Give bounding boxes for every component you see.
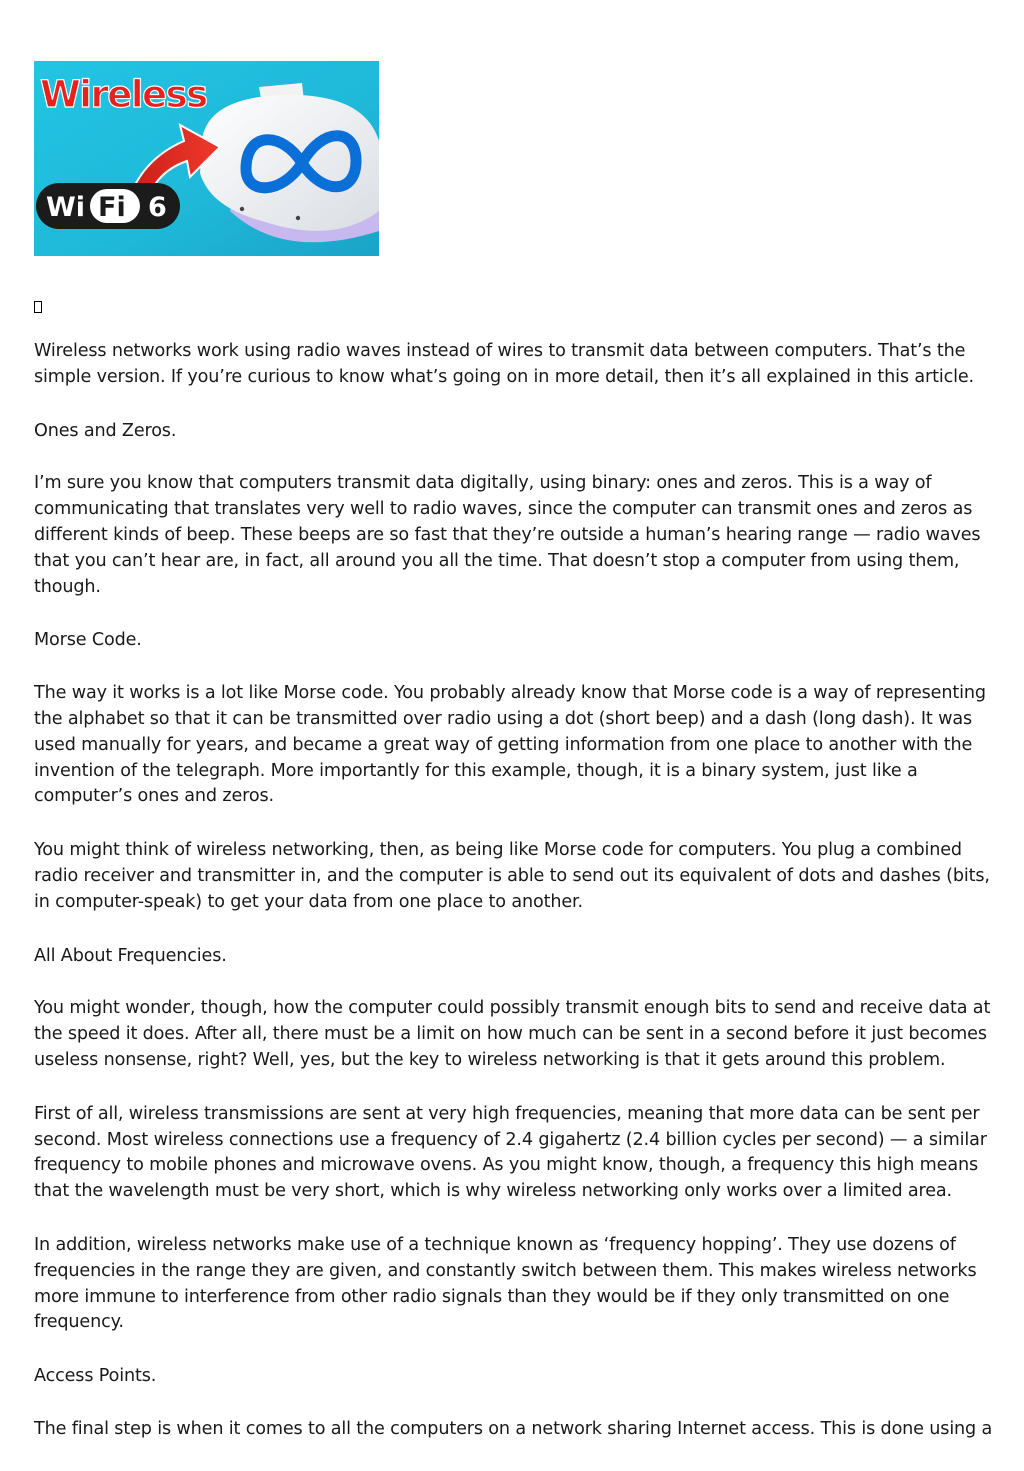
document-page [34, 61, 994, 1471]
paragraph: I’m sure you know that computers transmit data digitally, using binary: ones and zeros. This is a way of communicating that translates very well to radio waves, since the computer can transmit ones and zeros as different kinds of beep. These beeps are so fast that they’re outside a human’s hearing range — radio waves that you can’t hear are, in fact, all around you all the time. That doesn’t stop a computer from using them, though. [34, 473, 981, 597]
article-body [34, 339, 994, 1443]
section-heading: Access Points. [34, 1366, 157, 1387]
hero-title-text: Wireless [40, 73, 207, 116]
wireless-wifi6-hero-image [34, 61, 379, 256]
section-heading: All About Frequencies. [34, 945, 227, 966]
paragraph: In addition, wireless networks make use of a technique known as ‘frequency hopping’. They use dozens of frequencies in the range they are given, and constantly switch between them. This makes wireless networks more immune to interference from other radio signals than they would be if they only transmitted on one frequency. [34, 1234, 977, 1333]
wifi6-badge-wi: Wi [46, 192, 86, 223]
wifi6-badge-fi: Fi [98, 192, 126, 223]
paragraph: The final step is when it comes to all the computers on a network sharing Internet access. This is done using a [34, 1418, 993, 1439]
headset-sensor-dot [240, 207, 244, 211]
paragraph: You might wonder, though, how the computer could possibly transmit enough bits to send and receive data at the speed it does. After all, there must be a limit on how much can be sent in a second before it just becomes useless nonsense, right? Well, yes, but the key to wireless networking is that it gets around this problem. [34, 998, 991, 1070]
missing-glyph-icon [34, 293, 994, 319]
section-heading: Morse Code. [34, 630, 142, 651]
headset-sensor-dot [296, 216, 300, 220]
paragraph: First of all, wireless transmissions are sent at very high frequencies, meaning that more data can be sent per second. Most wireless connections use a frequency of 2.4 gigahertz (2.4 billion cycles per second) — a similar frequency to mobile phones and microwave ovens. As you might know, though, a frequency this high means that the wavelength must be very short, which is why wireless networking only works over a limited area. [34, 1103, 987, 1202]
section-heading: Ones and Zeros. [34, 420, 177, 441]
paragraph: The way it works is a lot like Morse code. You probably already know that Morse code is a way of representing the alphabet so that it can be transmitted over radio using a dot (short beep) and a dash (long dash). It was used manually for years, and became a great way of getting information from one place to another with the invention of the telegraph. More importantly for this example, though, it is a binary system, just like a computer’s ones and zeros. [34, 683, 986, 807]
paragraph: Wireless networks work using radio waves instead of wires to transmit data between computers. That’s the simple version. If you’re curious to know what’s going on in more detail, then it’s all explained in this article. [34, 341, 974, 387]
paragraph: You might think of wireless networking, then, as being like Morse code for computers. You plug a combined radio receiver and transmitter in, and the computer is able to send out its equivalent of dots and dashes (bits, in computer-speak) to get your data from one place to another. [34, 840, 990, 912]
wifi6-badge-number: 6 [148, 192, 167, 223]
